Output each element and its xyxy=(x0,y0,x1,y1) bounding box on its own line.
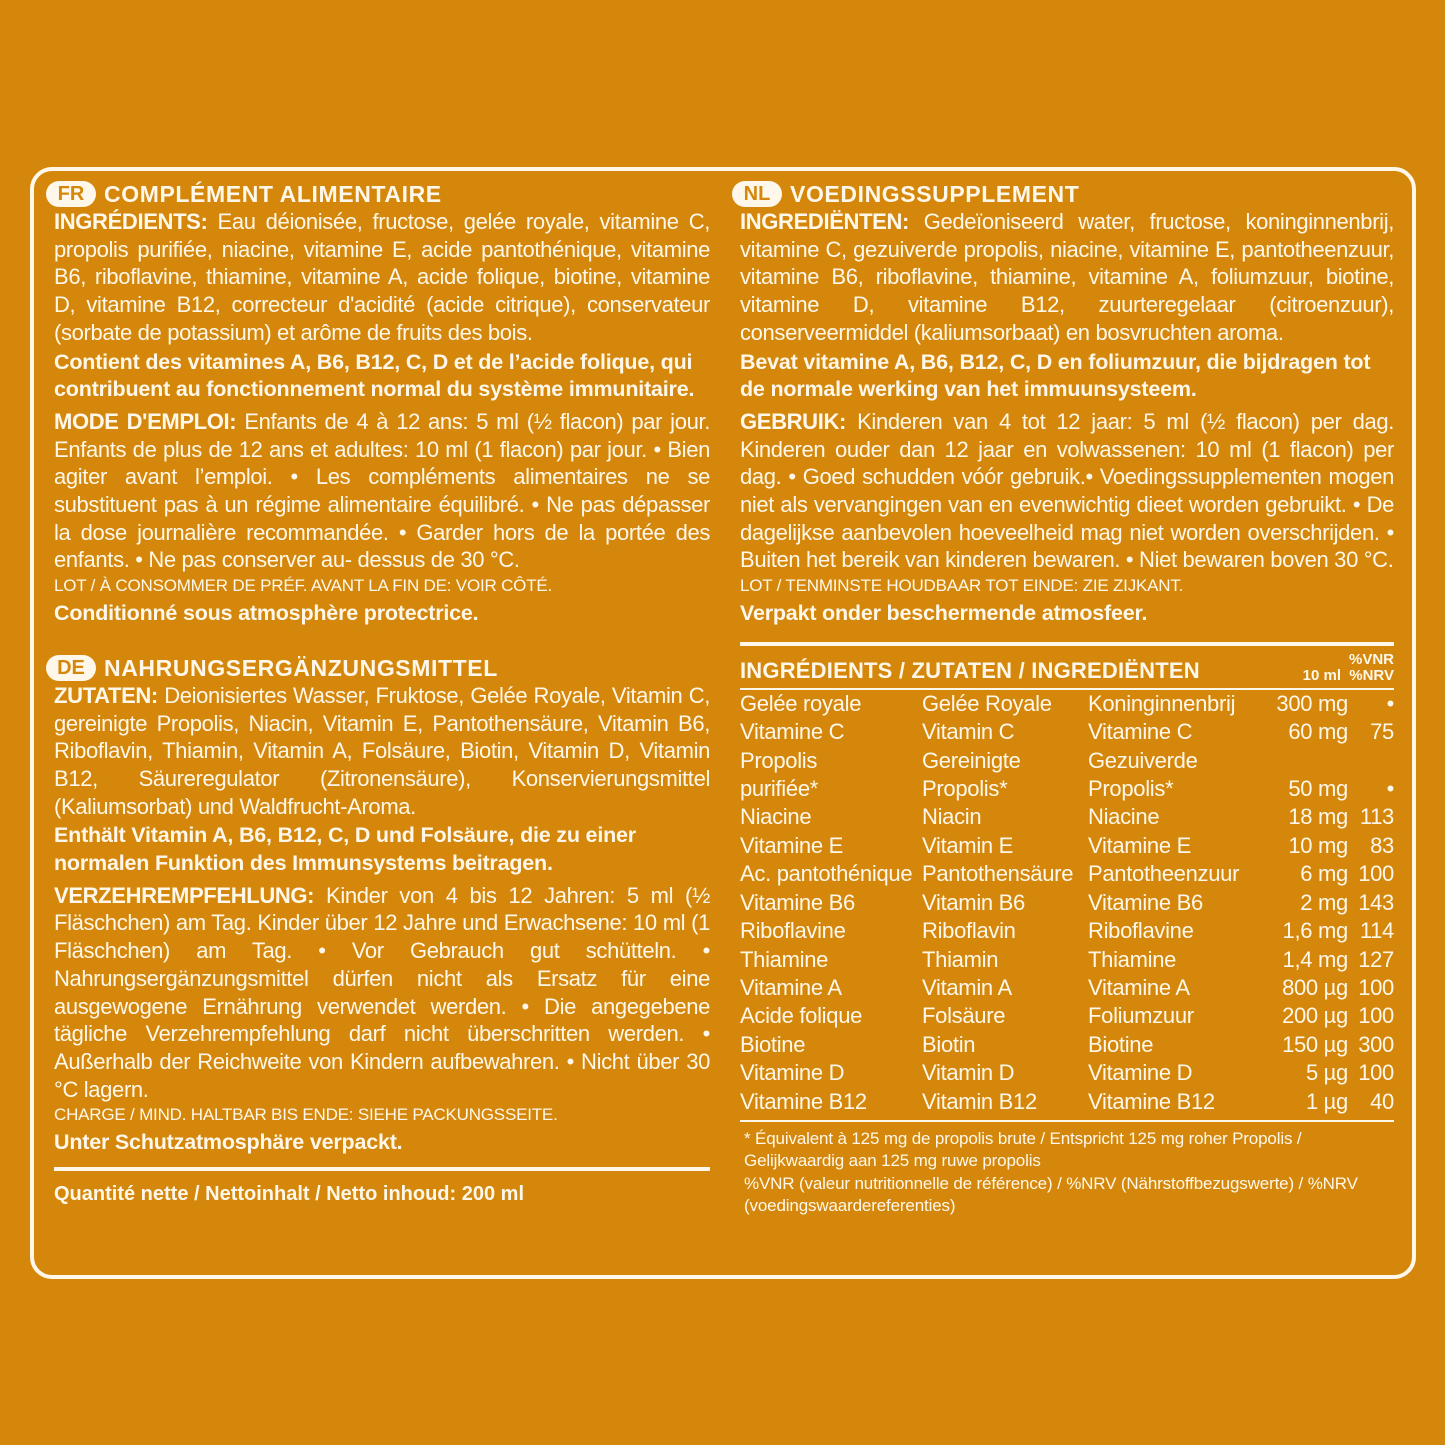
fr-language-badge: FR xyxy=(46,181,96,207)
fr-usage-text: Enfants de 4 à 12 ans: 5 ml (½ flacon) par jour. Enfants de plus de 12 ans et adultes: 10 ml (1 flacon) par jour. • Bien agiter avant l’emploi. • Les compléments alimentaires ne se substituent pas à un régime alimentaire équilibré. • Ne pas dépasser la dose journalière recommandée. • Garder hors de la portée des enfants. • Ne pas conserver au- dessus de 30 °C. xyxy=(54,408,710,573)
fr-lot: LOT / À CONSOMMER DE PRÉF. AVANT LA FIN DE: VOIR CÔTÉ. xyxy=(54,576,553,596)
nl-title: VOEDINGSSUPPLEMENT xyxy=(790,181,1080,207)
table-row: Propolis Gereinigte Gezuiverde xyxy=(740,747,1198,773)
pct-header-nrv: %NRV xyxy=(1349,666,1394,684)
right-column xyxy=(732,180,1394,1218)
fr-heading xyxy=(46,180,710,208)
nl-ingredients xyxy=(740,208,1394,347)
table-row: Vitamine E Vitamin E Vitamine E 10 mg 83 xyxy=(740,832,1394,858)
table-units xyxy=(1303,652,1394,684)
de-ingredients xyxy=(54,682,710,821)
table-row: Niacine Niacin Niacine 18 mg 113 xyxy=(740,804,1394,830)
de-lot: CHARGE / MIND. HALTBAR BIS ENDE: SIEHE PACKUNGSSEITE. xyxy=(54,1105,558,1125)
fr-atmosphere: Conditionné sous atmosphère protectrice. xyxy=(54,601,479,626)
table-bottom-rule xyxy=(740,1120,1394,1122)
de-title: NAHRUNGSERGÄNZUNGSMITTEL xyxy=(104,654,498,681)
table-row: Vitamine B12 Vitamin B12 Vitamine B12 1 µg 40 xyxy=(740,1088,1394,1114)
nl-section xyxy=(732,180,1394,628)
amount-header: 10 ml xyxy=(1302,666,1341,684)
fr-section xyxy=(46,180,710,628)
fr-usage xyxy=(54,408,710,574)
fr-claim: Contient des vitamines A, B6, B12, C, D et de l’acide folique, qui contribuent au fonctionnement normal du système immunitaire. xyxy=(54,349,695,402)
nl-lot: LOT / TENMINSTE HOUDBAAR TOT EINDE: ZIE ZIJKANT. xyxy=(740,576,1184,596)
nl-usage xyxy=(740,408,1394,574)
de-ingredients-label: ZUTATEN: xyxy=(54,682,158,708)
de-claim: Enthält Vitamin A, B6, B12, C, D und Folsäure, die zu einer normalen Funktion des Immunsystems beitragen. xyxy=(54,823,636,876)
de-heading xyxy=(46,654,710,682)
table-row: Vitamine B6 Vitamin B6 Vitamine B6 2 mg 143 xyxy=(740,889,1394,915)
table-row: Riboflavine Riboflavin Riboflavine 1,6 mg 114 xyxy=(740,918,1394,944)
nl-atmosphere: Verpakt onder beschermende atmosfeer. xyxy=(740,601,1148,626)
footnote-propolis: * Équivalent à 125 mg de propolis brute / Entspricht 125 mg roher Propolis / Gelijkwaardig aan 125 mg ruwe propolis xyxy=(744,1128,1302,1171)
nl-ingredients-label: INGREDIËNTEN: xyxy=(740,209,910,234)
net-quantity: Quantité nette / Nettoinhalt / Netto inhoud: 200 ml xyxy=(54,1183,525,1206)
table-row: Vitamine A Vitamin A Vitamine A 800 µg 100 xyxy=(740,974,1394,1000)
table-title: INGRÉDIENTS / ZUTATEN / INGREDIËNTEN xyxy=(740,657,1200,683)
table-row: Biotine Biotin Biotine 150 µg 300 xyxy=(740,1031,1394,1057)
table-row: Acide folique Folsäure Foliumzuur 200 µg 100 xyxy=(740,1003,1394,1029)
table-header xyxy=(740,652,1394,684)
table-row: Thiamine Thiamin Thiamine 1,4 mg 127 xyxy=(740,946,1394,972)
de-section xyxy=(46,654,710,1157)
de-ingredients-text: Deionisiertes Wasser, Fruktose, Gelée Royale, Vitamin C, gereinigte Propolis, Niacin, Vitamin E, Pantothensäure, Vitamin B6, Riboflavin, Thiamin, Vitamin A, Folsäure, Biotin, Vitamin D, Vitamin B12, Säureregulator (Zitronensäure), Konservierungsmittel (Kaliumsorbat) und Waldfrucht-Aroma. xyxy=(54,682,711,819)
nl-language-badge: NL xyxy=(732,181,782,207)
fr-ingredients-label: INGRÉDIENTS: xyxy=(54,209,208,234)
table-row: Gelée royale Gelée Royale Koninginnenbrij 300 mg • xyxy=(740,690,1394,716)
table-row: Vitamine D Vitamin D Vitamine D 5 µg 100 xyxy=(740,1060,1394,1086)
left-column xyxy=(46,180,710,1206)
de-atmosphere: Unter Schutzatmosphäre verpackt. xyxy=(54,1130,403,1155)
de-language-badge: DE xyxy=(46,655,96,681)
de-usage xyxy=(54,882,710,1104)
table-top-rule xyxy=(740,642,1394,646)
de-usage-text: Kinder von 4 bis 12 Jahren: 5 ml (½ Fläschchen) am Tag. Kinder über 12 Jahre und Erwachsene: 10 ml (1 Fläschchen) am Tag. • Vor Gebrauch gut schütteln. • Nahrungsergänzungsmittel dürfen nicht als Ersatz für eine ausgewogene Ernährung verwendet werden. • Die angegebene tägliche Verzehrempfehlung darf nicht überschritten werden. • Außerhalb der Reichweite von Kindern aufbewahren. • Nicht über 30 °C lagern. xyxy=(54,882,711,1102)
fr-title: COMPLÉMENT ALIMENTAIRE xyxy=(104,181,442,207)
fr-ingredients xyxy=(54,208,710,347)
pct-header xyxy=(1349,652,1394,684)
nl-ingredients-text: Gedeïoniseerd water, fructose, koninginnenbrij, vitamine C, gezuiverde propolis, niacine, vitamine E, pantotheenzuur, vitamine B6, riboflavine, thiamine, vitamine A, foliumzuur, biotine, vitamine D, vitamine B12, zuurteregelaar (citroenzuur), conserveermiddel (kaliumsorbaat) en bosvruchten aroma. xyxy=(740,209,1395,345)
nl-usage-text: Kinderen van 4 tot 12 jaar: 5 ml (½ flacon) per dag. Kinderen ouder dan 12 jaar en volwassenen: 10 ml (1 flacon) per dag. • Goed schudden vóór gebruik.• Voedingssupplementen mogen niet als vervangingen van en evenwichtig dieet worden gebruikt. • De dagelijkse aanbevolen hoeveelheid mag niet worden overschrijden. • Buiten het bereik van kinderen bewaren. • Niet bewaren boven 30 °C. xyxy=(740,408,1394,573)
divider xyxy=(54,1167,710,1171)
table-row: Ac. pantothénique Pantothensäure Pantotheenzuur 6 mg 100 xyxy=(740,861,1394,887)
nl-claim: Bevat vitamine A, B6, B12, C, D en foliumzuur, die bijdragen tot de normale werking van het immuunsysteem. xyxy=(740,349,1371,402)
nutrition-table xyxy=(740,690,1394,1116)
nl-usage-label: GEBRUIK: xyxy=(740,408,846,434)
fr-usage-label: MODE D'EMPLOI: xyxy=(54,408,237,434)
de-usage-label: VERZEHREMPFEHLUNG: xyxy=(54,882,315,908)
fr-ingredients-text: Eau déionisée, fructose, gelée royale, vitamine C, propolis purifiée, niacine, vitamine E, acide pantothénique, vitamine B6, riboflavine, thiamine, vitamine A, acide folique, biotine, vitamine D, vitamine B12, correcteur d'acidité (acide citrique), conservateur (sorbate de potassium) et arôme de fruits des bois. xyxy=(54,209,710,345)
nl-heading xyxy=(732,180,1394,208)
table-row: Vitamine C Vitamin C Vitamine C 60 mg 75 xyxy=(740,719,1394,745)
footnote-nrv: %VNR (valeur nutritionnelle de référence) / %NRV (Nährstoffbezugswerte) / %NRV (voedingswaardereferenties) xyxy=(744,1173,1358,1216)
pct-header-vnr: %VNR xyxy=(1348,650,1394,668)
table-row: purifiée* Propolis* Propolis* 50 mg • xyxy=(740,776,1394,802)
